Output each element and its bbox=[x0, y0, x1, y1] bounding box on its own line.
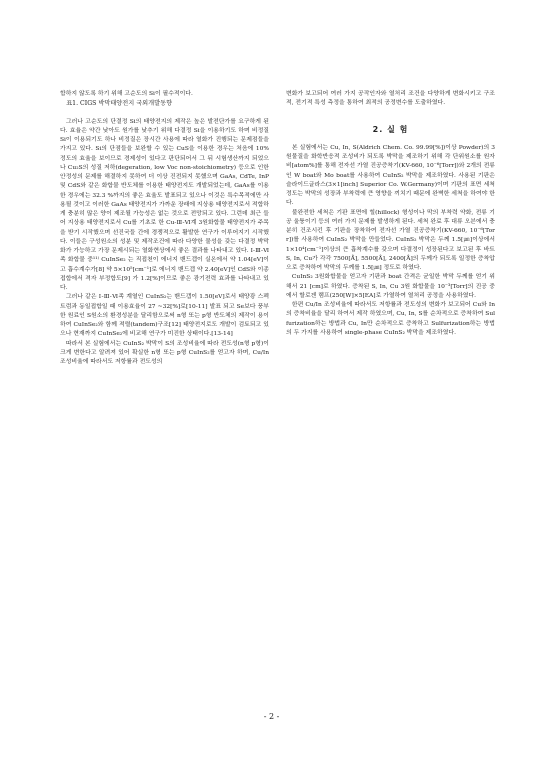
table-caption: 표1. CIGS 박막태양전지 국외개발동향 bbox=[66, 100, 173, 108]
right-paragraph-1: 본 실험에서는 Cu, In, S(Aldrich Chem. Co. 99.99[%])이상 Powder)의 3원물질을 화학반응적 조성비가 되도록 박막을 제조하기 위해 각 단위원소를 원자비[atom%]를 통해 전자선 가열 진공증착기(KV-660, 10⁻⁶[Torr])와 2개의 전류인 W boat와 Mo boat를 사용하여 CuInS₂ 박막을 제조하였다. 사용된 기판은 슬라이드글라스(3×1[inch] Superior Co. W.Germany)이며 기판의 표면 세척 정도는 박막의 성장과 부착력에 큰 영향을 끼치기 때문에 완벽한 세척을 하여야 한다. bbox=[286, 144, 495, 207]
right-intro-paragraph: 변화가 보고되어 여러 가지 공작인자와 열처리 조건을 다양하게 변화시키고 구조적, 전기적 특성 측정을 통하여 최적의 공정변수를 도출하였다. bbox=[286, 91, 495, 107]
left-paragraph-2: 그러나 고순도의 단결정 Si의 태양전지의 제작은 높은 발전단가를 요구하게 된다. 효율은 약간 낮아도 원가를 낮추기 위해 다결정 Si을 이용하기도 하며 비정질 Si이 이용되기도 하나 비정질은 장시간 사용에 따라 열화가 진행되는 문제점들을 가지고 있다. Si의 단점들을 보완할 수 있는 CuS을 이용한 경우는 처음에 10% 정도의 효율을 보이므로 경제성이 있다고 판단되어서 그 뒤 시험생산까지 되었으나 Cu₂S의 성질 저하(degeration, low Voc non-stoichiometry) 등으로 인한 안정성의 문제를 해결하지 못하여 더 이상 진전되지 못했으며 GaAs, CdTe, InP 및 CdS와 같은 화합물 반도체를 이용한 태양전지도 개발되었는데, GaAs를 이용한 경우에는 32.3 %까지의 좋은 효율도 발표되고 있으나 이것은 특수목적에만 사용될 것이고 이러한 GaAs 태양전지가 가까운 장래에 지상용 태양전지로서 적합하게 충분히 많은 양이 제조될 가능성은 없는 것으로 전망되고 있다. 그런데 최근 들어 지상용 태양전지로서 Cu를 기초로 한 Cu-Ⅲ-Ⅵ계 3원화합물 태양전지가 주목을 받기 시작했으며 선진국들 간에 경쟁적으로 활발한 연구가 이루어지기 시작했다. 이들은 구성원소의 성분 및 제작조건에 따라 다양한 물성을 갖는 다결정 박막화가 가능하고 가장 문제시되는 열화현상에서 좋은 결과를 나타내고 있다. Ⅰ-Ⅲ-Ⅵ족 화합물 중¹¹⁾ CuInSe₂ 는 직접천이 에너지 밴드갭이 실온에서 약 1.04[eV]이고 흡수계수가[8] 약 5×10⁵[cm⁻¹]로 에너지 밴드갭 약 2.40[eV]인 CdS와 이종접합에서 격자 부정합도[9] 가 1.2[%]이므로 좋은 광기전력 효과를 나타내고 있다. bbox=[60, 118, 269, 291]
page-number: - 2 - bbox=[263, 712, 280, 721]
left-paragraph-4: 따라서 본 실험에서는 CuInS₂ 박막이 S의 조성비율에 따라 전도성(n형 p형)이 크게 변한다고 알려져 있어 확실한 n형 또는 p형 CuInS₂를 얻고자 하며, Cu/In 조성비율에 따라서도 저항률과 전도성의 bbox=[60, 340, 269, 365]
right-paragraph-4: 한편 Cu/In 조성비율에 따라서도 저항률과 전도성의 변화가 보고되어 Cu와 In의 증착비율을 달리 하여서 제작 하였으며, Cu, In, S를 순차적으로 증착하여 Sulfurization하는 방법과 Cu, In만 순차적으로 증착하고 Sulfurization하는 방법의 두 가지를 사용하여 single-phase CuInS₂ 박막을 제조하였다. bbox=[286, 302, 495, 336]
left-column bbox=[60, 90, 269, 367]
left-paragraph-3: 그러나 같은 Ⅰ-Ⅲ-Ⅵ족 계열인 CuInS₂는 밴드갭이 1.50[eV]로서 태양광 스펙트럼과 동일접합일 때 이용효율이 27 ~32[%]로[10-11] 발표 되고 Se보다 풍부한 원료인 S원소의 환경성분을 달리함으로써 n형 또는 p형 반도체의 제작이 용이하여 CuInSe₂와 함께 적렬(tandem)구조[12] 태양전지로도 개발이 검토되고 있으나 현재까지 CuInSe₂에 비교해 연구가 미진한 상태이다.[13-14] bbox=[60, 294, 269, 338]
left-paragraph-1: 합하지 않도록 하기 위해 고순도의 Si이 필수적이다. bbox=[60, 91, 193, 97]
right-column bbox=[286, 90, 495, 338]
section-title: 2. 실 험 bbox=[372, 124, 409, 134]
right-paragraph-3: CuInS₂ 3원화합물을 얻고자 기판과 boat 간격은 균일한 박막 두께를 얻기 위해서 21 [cm]로 하였다. 증착된 S, In, Cu 3원 화합물을 10⁻³[Torr]의 진공 중에서 할로겐 램프(250[W]×5[EA]로 가열하여 열처리 공정을 사용하였다. bbox=[286, 274, 495, 299]
right-paragraph-2: 불완전한 세척은 기판 표면에 힐(hillock) 형성이나 막의 부착력 약화, 전류 기공 울퉁이기 등의 여러 가지 문제를 발생하게 된다. 세척 완료 후 대류 오븐에서 충분히 건조시킨 후 기판을 장착하여 전자선 가열 진공증착기(KV-660, 10⁻⁶[Torr])를 사용하여 CuInS₂ 박막을 만들었다. CuInS₂ 박막은 두께 1.5[㎛]이상에서 1×10⁴[cm⁻¹]이상의 큰 흡착계수를 갖으며 다결정이 성장된다고 보고된 후 바트 S, In, Cu가 각각 7500[Å], 5500[Å], 2400[Å]의 두께가 되도록 일정한 증착압으로 증착하여 박막의 두께를 1.5[㎛] 정도로 하였다. bbox=[286, 209, 495, 271]
